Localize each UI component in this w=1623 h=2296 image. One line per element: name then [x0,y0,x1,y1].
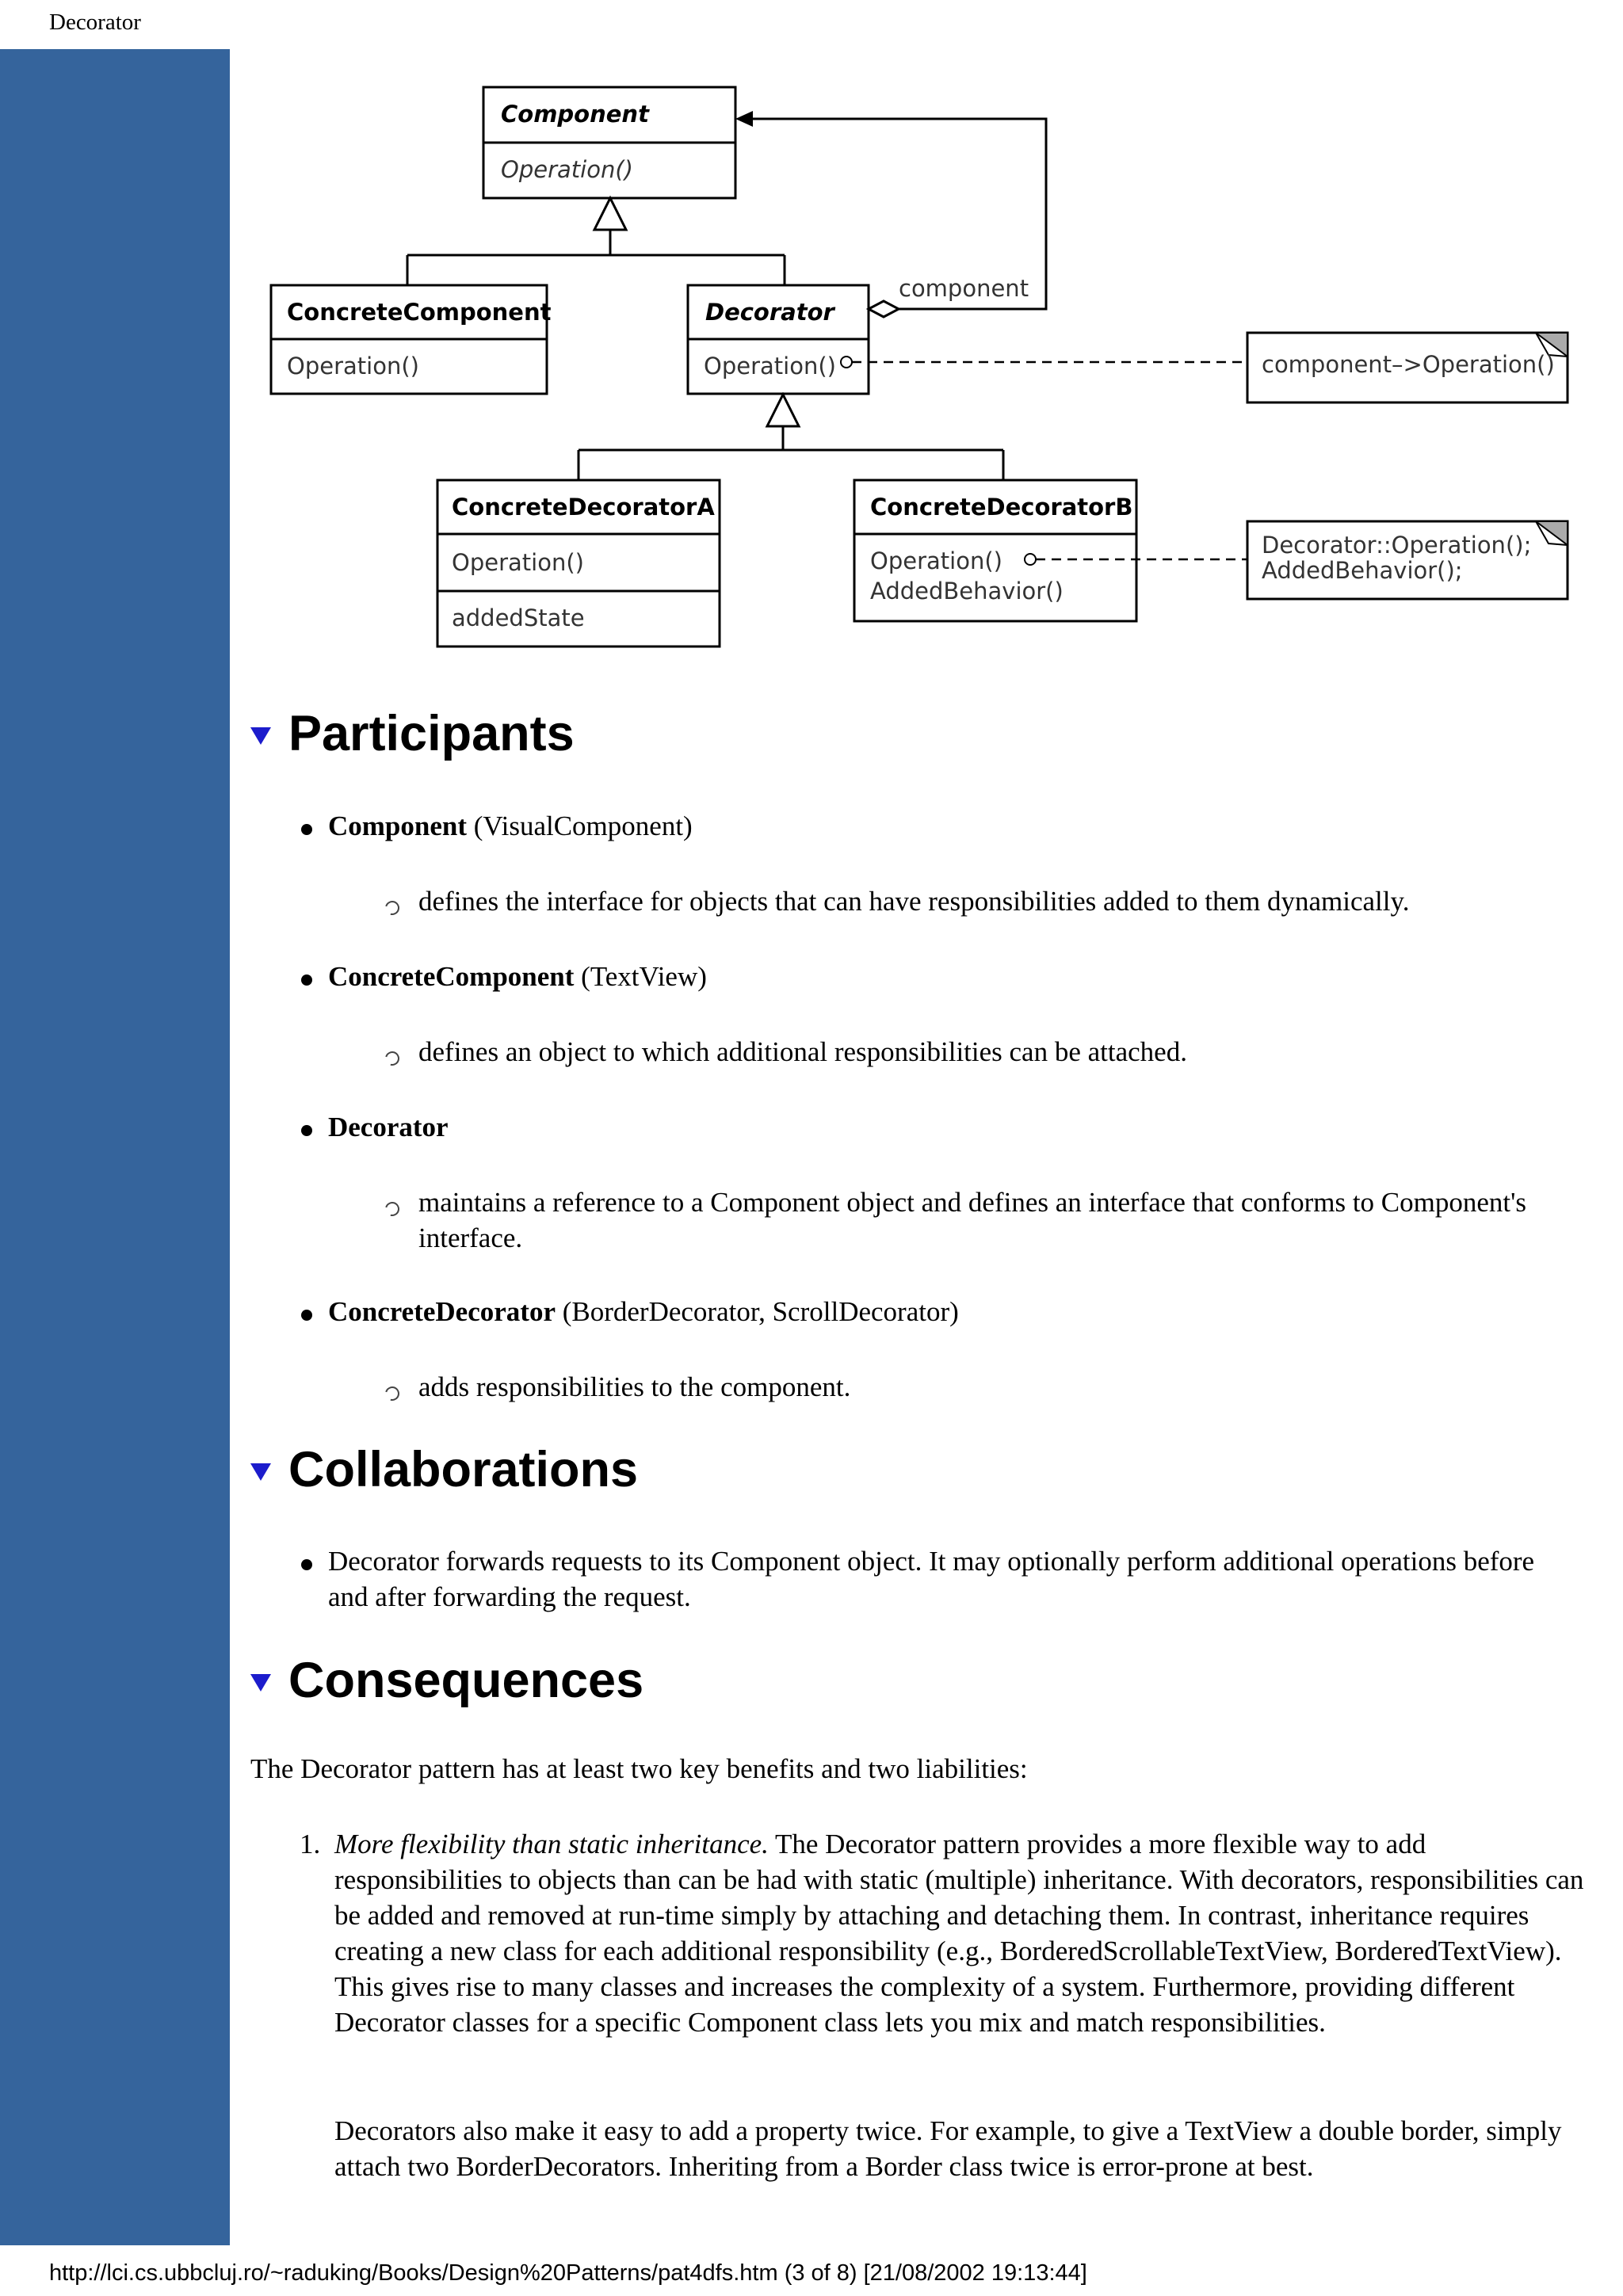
component-name: Component [501,101,649,128]
bullet-icon [301,1310,312,1321]
bullet-icon [301,974,312,986]
participants-heading [250,706,575,761]
consequences-title: Consequences [288,1653,644,1708]
collaboration-item: Decorator forwards requests to its Component object. It may optionally perform additional operations before and after forwarding the request. [301,1543,1537,1615]
collapse-triangle-icon[interactable] [250,727,271,745]
participant-description: defines the interface for objects that can have responsibilities added to them dynamically. [385,883,1590,919]
sub-bullet-icon [383,1199,403,1219]
concrete-decorator-a-name: ConcreteDecoratorA [452,494,715,521]
bullet-icon [301,1125,312,1136]
collapse-triangle-icon[interactable] [250,1463,271,1481]
uml-class-diagram [254,79,1601,666]
consequences-heading [250,1653,644,1708]
inheritance-arrow-1 [594,198,626,230]
participant-description: defines an object to which additional responsibilities can be attached. [385,1034,1590,1070]
concrete-decorator-a-operation: Operation() [452,549,584,576]
sub-bullet-icon [383,1049,403,1069]
inheritance-arrow-2 [767,395,799,426]
footer-url: http://lci.cs.ubbcluj.ro/~raduking/Books/Design%20Patterns/pat4dfs.htm (3 of 8) [21/08/2002 19:13:44] [49,2260,1087,2286]
association-label: component [899,275,1029,302]
collapse-triangle-icon[interactable] [250,1674,271,1691]
concrete-decorator-a-state: addedState [452,605,585,631]
participant-item: Decorator [301,1109,449,1145]
consequence-item [300,1826,1599,2040]
note-1-text: component–>Operation() [1262,351,1555,378]
concrete-decorator-b-name: ConcreteDecoratorB [870,494,1133,521]
participant-description: maintains a reference to a Component object and defines an interface that conforms to Component's interface. [385,1184,1590,1256]
list-number: 1. [300,1829,321,1859]
participant-item: Component (VisualComponent) [301,808,693,844]
aggregation-diamond [869,301,899,317]
participant-description: adds responsibilities to the component. [385,1369,1590,1405]
participants-title: Participants [288,706,575,761]
sub-bullet-icon [383,1384,403,1404]
component-operation: Operation() [501,156,633,183]
collaborations-heading [250,1442,639,1497]
consequences-intro: The Decorator pattern has at least two key benefits and two liabilities: [250,1753,1028,1784]
collaborations-title: Collaborations [288,1442,639,1497]
participant-item: ConcreteDecorator (BorderDecorator, ScrollDecorator) [301,1294,959,1329]
concrete-decorator-b-operation: Operation() [870,547,1002,574]
sub-bullet-icon [383,898,403,918]
decorator-operation: Operation() [704,353,836,379]
note-2-line-1: Decorator::Operation(); [1262,532,1532,559]
bullet-icon [301,1559,312,1570]
concrete-component-name: ConcreteComponent [287,299,552,326]
left-sidebar [0,49,230,2245]
bullet-icon [301,824,312,835]
participant-item: ConcreteComponent (TextView) [301,959,707,994]
note-2-line-2: AddedBehavior(); [1262,557,1463,584]
decorator-name: Decorator [705,299,834,326]
page-header-title: Decorator [49,10,141,35]
consequence-title: More flexibility than static inheritance. [334,1829,769,1859]
concrete-component-operation: Operation() [287,353,419,379]
consequence-paragraph: Decorators also make it easy to add a property twice. For example, to give a TextView a double border, simply attach two BorderDecorators. Inheriting from a Border class twice is error-prone at best. [334,2115,1562,2182]
consequence-text: The Decorator pattern provides a more flexible way to add responsibilities to objects than can be had with static (multiple) inheritance. With decorators, responsibilities can be added and removed at run-time simply by attaching and detaching them. In contrast, inheritance requires creating a new class for each additional responsibility (e.g., BorderedScrollableTextView, BorderedTextView). This gives rise to many classes and increases the complexity of a system. Furthermore, providing different Decorator classes for a specific Component class lets you mix and match responsibilities. [334,1829,1584,2038]
association-arrowhead [735,111,753,127]
concrete-decorator-b-behavior: AddedBehavior() [870,578,1064,605]
